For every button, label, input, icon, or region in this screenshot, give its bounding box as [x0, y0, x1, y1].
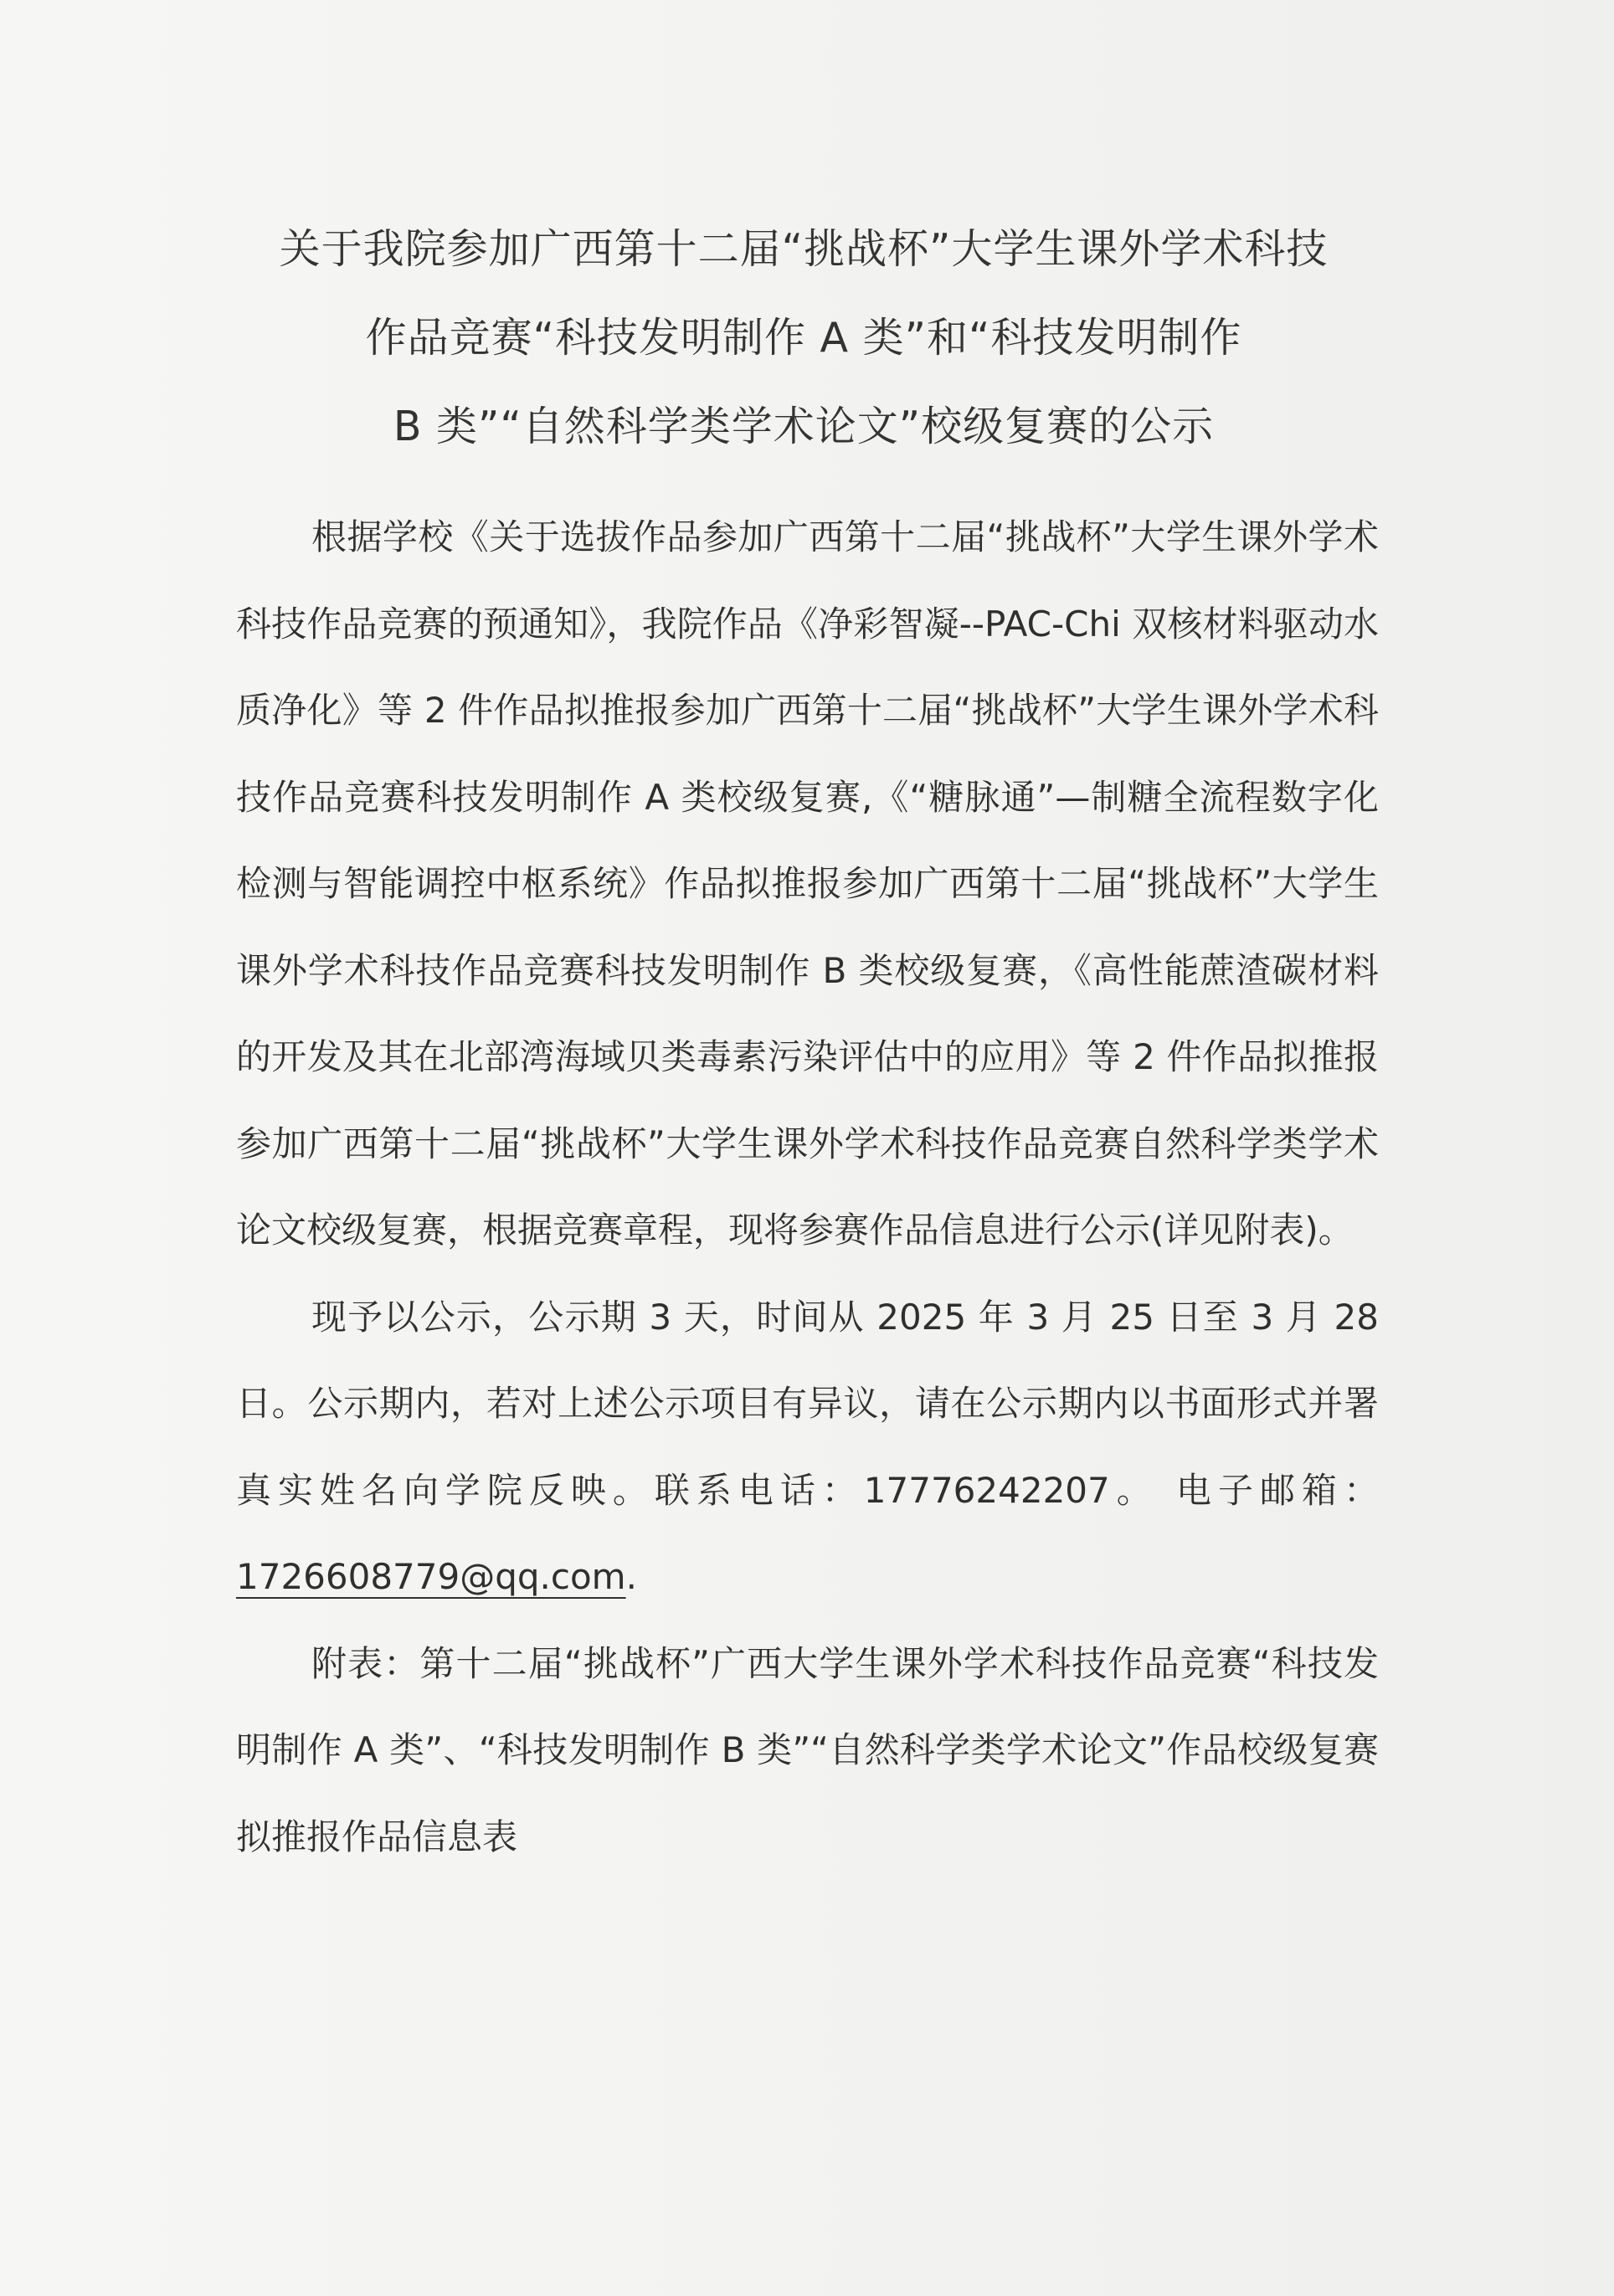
notice-body [236, 494, 1379, 1880]
notice-title [184, 205, 1423, 471]
email-link[interactable]: 1726608779@qq.com [236, 1556, 626, 1597]
title-line-3: B 类”“自然科学类学术论文”校级复赛的公示 [393, 403, 1215, 450]
paragraph-attachment: 附表：第十二届“挑战杯”广西大学生课外学术科技作品竞赛“科技发明制作 A 类”、“科技发明制作 B 类”“自然科学类学术论文”作品校级复赛拟推报作品信息表 [236, 1642, 1379, 1857]
title-line-1: 关于我院参加广西第十二届“挑战杯”大学生课外学术科技 [279, 225, 1329, 273]
paragraph-selection-basis: 根据学校《关于选拔作品参加广西第十二届“挑战杯”大学生课外学术科技作品竞赛的预通知》，我院作品《净彩智凝--PAC-Chi 双核材料驱动水质净化》等 2 件作品拟推报参加广西第十二届“挑战杯”大学生课外学术科技作品竞赛科技发明制作 A 类校级复赛,《“糖脉通”—制糖全流程数字化检测与智能调控中枢系统》作品拟推报参加广西第十二届“挑战杯”大学生课外学术科技作品竞赛科技发明制作 B 类校级复赛，《高性能蔗渣碳材料的开发及其在北部湾海域贝类毒素污染评估中的应用》等 2 件作品拟推报参加广西第十二届“挑战杯”大学生课外学术科技作品竞赛自然科学类学术论文校级复赛，根据竞赛章程，现将参赛作品信息进行公示(详见附表)。 [236, 516, 1379, 1251]
title-line-2: 作品竞赛“科技发明制作 A 类”和“科技发明制作 [365, 314, 1242, 362]
publicity-text: 现予以公示，公示期 3 天，时间从 2025 年 3 月 25 日至 3 月 28 日。公示期内，若对上述公示项目有异议，请在公示期内以书面形式并署真实姓名向学院反映。联系电话：17776242207。 电子邮箱： [236, 1296, 1379, 1511]
paragraph-publicity-period [236, 1274, 1379, 1621]
publicity-end: . [625, 1556, 637, 1597]
